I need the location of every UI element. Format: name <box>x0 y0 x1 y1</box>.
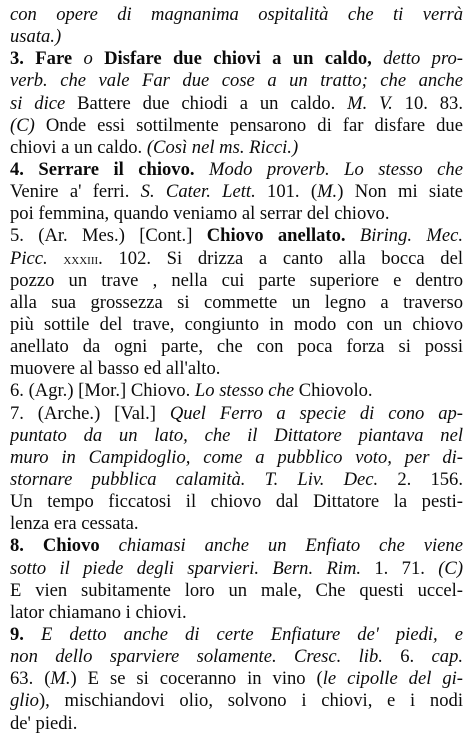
text-segment: sotto il piede degli sparvieri. Bern. Rim. <box>10 557 375 579</box>
text-line <box>10 336 463 358</box>
text-line <box>10 491 463 513</box>
text-segment: muro in Campidoglio, come a pubblico voto, per di- <box>10 446 463 468</box>
text-segment: M. <box>50 668 71 690</box>
text-line <box>10 624 463 646</box>
text-line <box>10 513 463 535</box>
text-segment: lator chiamano i chiovi. <box>10 601 187 623</box>
dictionary-entry <box>10 225 463 380</box>
text-segment: E detto anche di certe Enfiature de' piedi, e <box>40 623 463 645</box>
text-segment: xxxiii <box>63 250 99 268</box>
text-segment: Un tempo ficcatosi il chiovo dal Dittatore la pesti- <box>10 491 463 513</box>
text-line <box>10 668 463 690</box>
text-segment: ) E se si coceranno in vino ( <box>70 668 323 690</box>
text-segment: poi femmina, quando veniamo al serrar del chiovo. <box>10 203 390 225</box>
text-segment: (C) <box>10 114 46 136</box>
text-segment: o <box>83 48 105 70</box>
text-segment: S. Cater. Lett. <box>140 181 268 203</box>
text-line <box>10 26 463 48</box>
text-line <box>10 70 463 92</box>
text-segment: 4. Serrare il chiovo. <box>10 158 210 180</box>
text-segment: 6. <box>400 646 432 668</box>
text-segment: M. <box>317 181 338 203</box>
dictionary-entry <box>10 624 463 735</box>
text-segment: lenza era cessata. <box>10 513 139 535</box>
text-segment: usata.) <box>10 26 62 48</box>
text-segment: Quel Ferro a specie di cono ap- <box>169 402 463 424</box>
text-line <box>10 292 463 314</box>
text-segment: puntato da un lato, che il Dittatore piantava nel <box>10 424 463 446</box>
text-segment: più sottile del trave, congiunto in modo con un chiovo <box>10 313 463 335</box>
text-segment: de' piedi. <box>10 712 78 734</box>
text-segment: ), mischiandovi olio, solvono i chiovi, e i nodi <box>38 690 463 712</box>
text-segment: ) Non mi siate <box>337 181 463 203</box>
text-segment: 8. Chiovo <box>10 535 119 557</box>
text-segment: 9. <box>10 623 41 645</box>
text-line <box>10 93 463 115</box>
text-segment: Onde essi sottilmente pensarono di far disfare due <box>45 114 463 136</box>
text-segment: (C) <box>438 557 463 579</box>
text-line <box>10 646 463 668</box>
dictionary-entry <box>10 380 463 402</box>
dictionary-entry <box>10 535 463 624</box>
text-line <box>10 203 463 225</box>
text-line <box>10 690 463 712</box>
text-segment: M. V. <box>347 92 405 114</box>
text-line <box>10 181 463 203</box>
text-line <box>10 4 463 26</box>
text-line <box>10 159 463 181</box>
text-segment: chiamasi anche un Enfiato che viene <box>118 535 463 557</box>
text-segment: non dello sparviere solamente. Cresc. lib. <box>10 646 401 668</box>
text-segment: Chiovolo. <box>298 380 373 402</box>
text-segment: le cipolle del gi- <box>322 668 463 690</box>
text-line <box>10 358 463 380</box>
text-segment: 1. 71. <box>374 557 439 579</box>
text-line <box>10 314 463 336</box>
text-line <box>10 137 463 159</box>
text-segment: 7. (Arche.) [Val.] <box>10 402 170 424</box>
text-segment: Venire a' ferri. <box>10 181 141 203</box>
text-line <box>10 380 463 402</box>
text-segment: E vien subitamente loro un male, Che questi uccel- <box>10 579 463 601</box>
text-segment: Chiovo anellato. <box>206 225 360 247</box>
text-line <box>10 225 463 247</box>
text-segment: cap. <box>431 646 463 668</box>
text-segment: stornare pubblica calamità. T. Liv. Dec. <box>10 468 398 490</box>
dictionary-entry <box>10 48 463 159</box>
text-segment: si dice <box>10 92 78 114</box>
text-segment: 101. ( <box>267 181 318 203</box>
text-segment: 10. 83. <box>404 92 463 114</box>
text-segment: anellato da ogni parte, che con poca forza si possi <box>10 336 463 358</box>
text-line <box>10 248 463 270</box>
text-segment: Lo stesso che <box>194 380 299 402</box>
text-segment: pozzo un trave , nella cui parte superiore e dentro <box>10 269 463 291</box>
text-line <box>10 48 463 70</box>
text-segment: 6. (Agr.) [Mor.] <box>10 380 131 402</box>
text-line <box>10 580 463 602</box>
text-segment: 63. ( <box>10 668 51 690</box>
text-segment: muovere al basso ed all'alto. <box>10 358 221 380</box>
text-line <box>10 535 463 557</box>
text-segment: Disfare due chiovi a un caldo, <box>104 48 384 70</box>
dictionary-entry <box>10 4 463 48</box>
text-line <box>10 115 463 137</box>
text-segment: Biring. Mec. <box>359 225 463 247</box>
text-segment: 5. (Ar. Mes.) [Cont.] <box>10 225 207 247</box>
text-segment: 2. 156. <box>397 468 463 490</box>
dictionary-entry <box>10 403 463 536</box>
text-line <box>10 447 463 469</box>
text-segment: glio <box>10 690 39 712</box>
text-segment: (Così nel ms. Ricci.) <box>146 136 299 158</box>
text-segment: verb. che vale Far due cose a un tratto; che anche <box>10 70 463 92</box>
text-line <box>10 713 463 735</box>
text-segment: detto pro- <box>383 48 463 70</box>
text-line <box>10 602 463 624</box>
text-segment: Battere due chiodi a un caldo. <box>77 92 348 114</box>
text-segment: Modo proverb. Lo stesso che <box>209 158 463 180</box>
text-line <box>10 558 463 580</box>
text-segment: con opere di magnanima ospitalità che ti verrà <box>10 4 463 25</box>
text-line <box>10 425 463 447</box>
text-line <box>10 270 463 292</box>
text-line <box>10 469 463 491</box>
text-segment: 3. Fare <box>10 48 84 70</box>
text-line <box>10 403 463 425</box>
text-segment: Chiovo. <box>130 380 195 402</box>
text-segment: alla sua grossezza si commette un legno a traverso <box>10 291 463 313</box>
text-segment: . 102. Si drizza a canto alla bocca del <box>98 247 463 269</box>
dictionary-entry <box>10 159 463 225</box>
text-segment: chiovi a un caldo. <box>10 136 147 158</box>
text-segment: Picc. <box>10 247 64 269</box>
